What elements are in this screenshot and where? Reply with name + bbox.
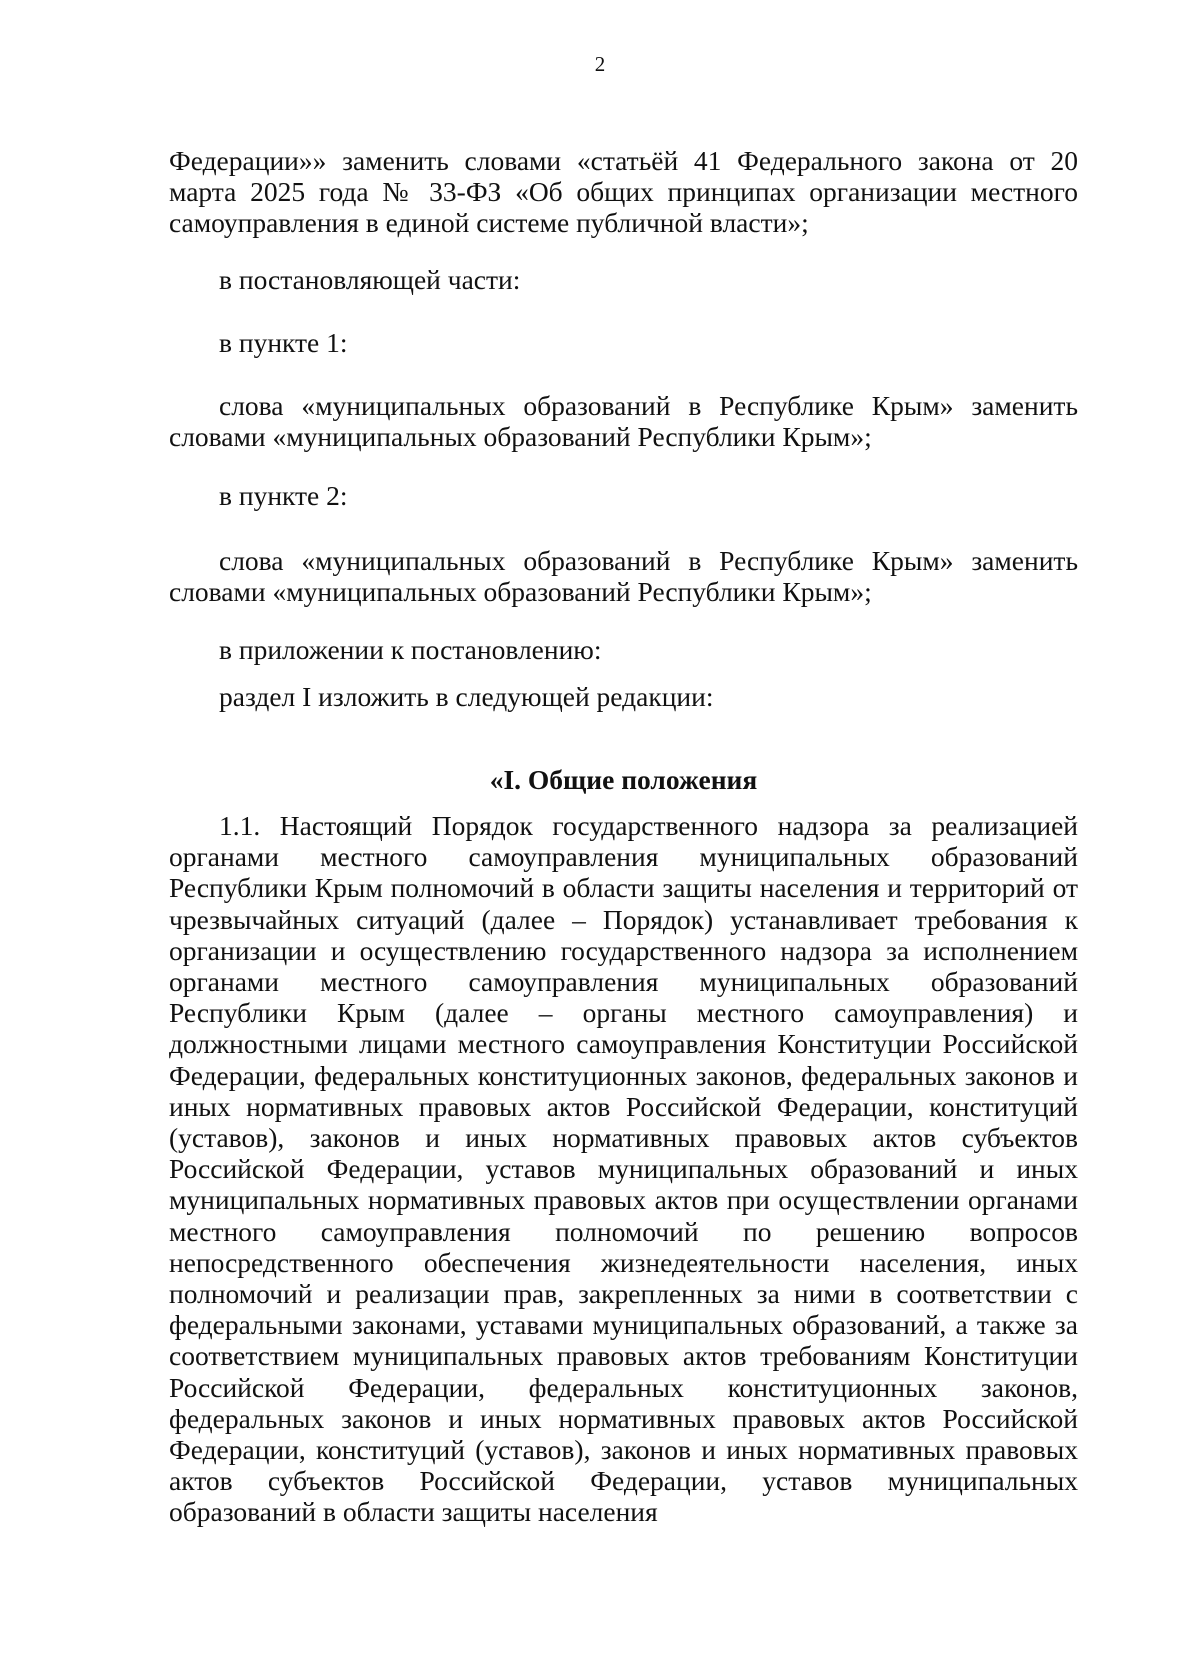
page-number: 2 xyxy=(594,52,606,76)
paragraph-item-1 xyxy=(169,327,1078,358)
paragraph-text: в пункте 1: xyxy=(219,327,348,358)
paragraph-operative-part xyxy=(169,264,1078,295)
paragraph-text: в пункте 2: xyxy=(219,480,348,511)
clause-1-1 xyxy=(169,810,1078,1528)
paragraph-text: Федерации»» заменить словами «статьёй 41 Федерального закона от 20 марта 2025 года № 33-ФЗ «Об общих принципах организации местного самоуправления в единой системе публичной власти»; xyxy=(169,145,1078,239)
paragraph-item-1-change xyxy=(169,390,1078,452)
paragraph-item-2 xyxy=(169,480,1078,511)
section-heading: «I. Общие положения xyxy=(489,764,758,795)
paragraph-text: слова «муниципальных образований в Республике Крым» заменить словами «муниципальных образований Республики Крым»; xyxy=(169,545,1078,608)
paragraph-appendix xyxy=(169,634,1078,665)
paragraph-section-replace xyxy=(169,681,1078,712)
paragraph-intro xyxy=(169,145,1078,239)
paragraph-text: 1.1. Настоящий Порядок государственного надзора за реализацией органами местного самоуправления муниципальных образований Республики Крым полномочий в области защиты населения и территорий от чрезвычайных ситуаций (далее – Порядок) устанавливает требования к организации и осуществлению государственного надзора за исполнением органами местного самоуправления муниципальных образований Республики Крым (далее – органы местного самоуправления) и должностными лицами местного самоуправления Конституции Российской Федерации, федеральных конституционных законов, федеральных законов и иных нормативных правовых актов Российской Федерации, конституций (уставов), законов и иных нормативных правовых актов субъектов Российской Федерации, уставов муниципальных образований и иных муниципальных нормативных правовых актов при осуществлении органами местного самоуправления полномочий по решению вопросов непосредственного обеспечения жизнедеятельности населения, иных полномочий и реализации прав, закрепленных за ними в соответствии с федеральными законами, уставами муниципальных образований, а также за соответствием муниципальных правовых актов требованиям Конституции Российской Федерации, федеральных конституционных законов, федеральных законов и иных нормативных правовых актов Российской Федерации, конституций (уставов), законов и иных нормативных правовых актов субъектов Российской Федерации, уставов муниципальных образований в области защиты населения xyxy=(169,810,1078,1528)
paragraph-text: в приложении к постановлению: xyxy=(219,634,602,665)
paragraph-item-2-change xyxy=(169,545,1078,607)
paragraph-text: в постановляющей части: xyxy=(219,264,521,295)
paragraph-text: раздел I изложить в следующей редакции: xyxy=(219,681,714,712)
paragraph-text: слова «муниципальных образований в Республике Крым» заменить словами «муниципальных образований Республики Крым»; xyxy=(169,390,1078,453)
